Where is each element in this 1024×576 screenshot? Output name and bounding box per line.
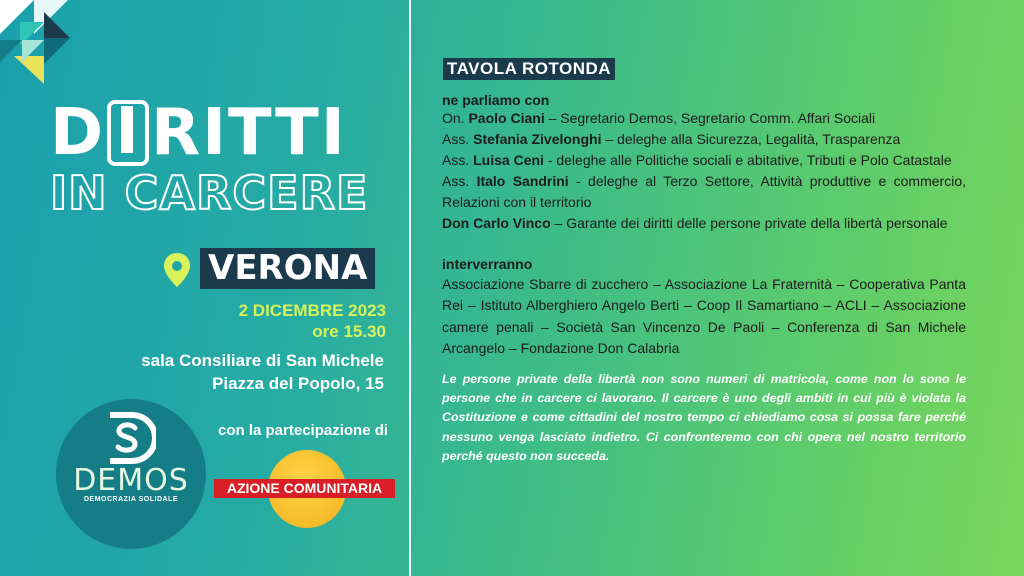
speaker-item: Ass. Stefania Zivelonghi – deleghe alla Sicurezza, Legalità, Trasparenza (442, 131, 901, 147)
speaker-item: Ass. Italo Sandrini - deleghe al Terzo Settore, Attività produttive e commercio, Relazioni con il territorio (442, 173, 966, 210)
details-column (442, 58, 966, 466)
speaker-item: Ass. Luisa Ceni - deleghe alle Politiche sociali e abitative, Tributi e Polo Catastale (442, 152, 952, 168)
city-badge (200, 248, 375, 289)
date-time (239, 300, 386, 343)
title-line-2: IN CARCERE (50, 165, 369, 220)
speaker-item: Don Carlo Vinco – Garante dei diritti delle persone private della libertà personale (442, 215, 948, 231)
round-table-tag: TAVOLA ROTONDA (443, 58, 615, 80)
venue-name: sala Consiliare di San Michele (141, 351, 384, 370)
venue (141, 350, 384, 396)
title-boxed-letter: I (107, 100, 149, 166)
venue-address: Piazza del Popolo, 15 (212, 373, 384, 393)
interventions-list: Associazione Sbarre di zucchero – Associazione La Fraternità – Cooperativa Panta Rei – Istituto Alberghiero Angelo Berti – Coop Il Samartiano – ACLI – Associazione camere penali – Società San Vincenzo De Paoli – Conferenza di San Michele Arcangelo – Fondazione Don Calabria (442, 276, 966, 357)
partnership-label: con la partecipazione di (218, 422, 389, 439)
speakers-heading: ne parliamo con (442, 92, 550, 108)
title-part-ritti: RITTI (150, 95, 347, 170)
location-pin-icon (163, 252, 191, 288)
closing-statement: Le persone private della libertà non sono numeri di matricola, come non lo sono le persone che in carcere ci lavorano. Il carcere è uno degli ambiti in cui più è violata la Costituzione e come cittadini del nostro tempo ci chiediamo cosa si possa fare perché nessuno venga lasciato indietro. Ci confronteremo con chi opera nel nostro territorio perché questo non succeda. (442, 371, 966, 463)
event-time: ore 15.30 (312, 322, 386, 342)
demos-name: DEMOS (73, 463, 189, 498)
interventions-heading: interverranno (442, 256, 533, 272)
speakers-list (442, 108, 966, 234)
event-title (50, 95, 390, 220)
speaker-item: On. Paolo Ciani – Segretario Demos, Segretario Comm. Affari Sociali (442, 110, 876, 126)
event-date: 2 DICEMBRE 2023 (238, 301, 386, 320)
city-name: VERONA (208, 248, 368, 288)
title-part-d: D (50, 95, 106, 170)
triangle-logo-icon (0, 0, 80, 86)
partner-name: AZIONE COMUNITARIA (214, 479, 395, 498)
column-divider (409, 0, 411, 576)
demos-logo-icon (102, 411, 156, 465)
demos-subtitle: DEMOCRAZIA SOLIDALE (83, 496, 179, 503)
